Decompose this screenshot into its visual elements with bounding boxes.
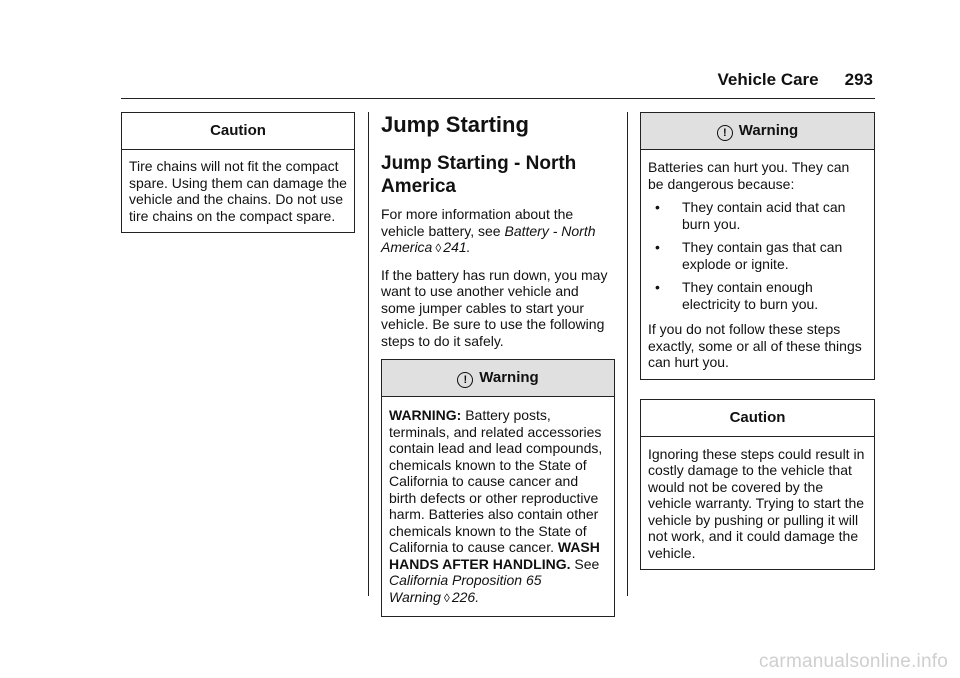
- warning-box-prop65: [381, 359, 615, 617]
- warning-title: Warning: [738, 122, 799, 139]
- list-item: • They contain gas that can explode or ignite.: [655, 239, 867, 272]
- warning-box-batteries: [640, 112, 875, 380]
- caution-text: Tire chains will not fit the compact spare. Using them can damage the vehicle and the chains. Do not use tire chains on the compact spare.: [129, 158, 347, 224]
- warning-icon: !: [457, 372, 473, 388]
- page-ref[interactable]: 241: [443, 239, 467, 255]
- list-item: • They contain acid that can burn you.: [655, 199, 867, 232]
- column-left: [121, 112, 355, 233]
- page-ref[interactable]: 226: [451, 588, 476, 605]
- list-item: • They contain enough electricity to burn you.: [655, 279, 867, 312]
- battery-info-paragraph: For more information about the vehicle battery, see Battery - North America ◊ 241.: [381, 206, 596, 255]
- caution-title: Caution: [641, 400, 874, 437]
- caution-title: Caution: [122, 113, 354, 150]
- warning-title: Warning: [479, 369, 539, 386]
- page-header: [0, 70, 873, 90]
- column-right: [640, 112, 875, 570]
- prop65-link[interactable]: California Proposition 65 Warning: [389, 572, 542, 605]
- page-number: 293: [844, 70, 873, 89]
- caution-text: Ignoring these steps could result in costly damage to the vehicle that would not be covered by the vehicle warranty. Trying to start the vehicle by pushing or pulling it will not work, and it could damage the vehicle.: [648, 445, 865, 561]
- section-title: Vehicle Care: [717, 70, 819, 89]
- warning-outro: If you do not follow these steps exactly, some or all of these things can hurt you.: [648, 321, 862, 370]
- page-ref-icon: ◊: [435, 241, 442, 255]
- column-divider-2: [627, 112, 628, 596]
- section-heading: Jump Starting: [381, 112, 529, 137]
- warning-icon: !: [717, 125, 733, 141]
- watermark: carmanualsonline.info: [758, 651, 948, 672]
- run-down-paragraph: If the battery has run down, you may want to use another vehicle and some jumper cables to start your vehicle. Be sure to use the following steps to do it safely.: [381, 266, 608, 349]
- caution-box-tire-chains: [121, 112, 355, 233]
- prop65-text: WARNING: Battery posts, terminals, and related accessories contain lead and lead compounds, chemicals known to the State of California to cause cancer and birth defects or other reproductive harm. Batteries also contain other chemicals known to the State of California to cause cancer. WASH HANDS AFTER HANDLING. See California Proposition 65 Warning ◊ 226.: [389, 407, 603, 605]
- subsection-heading: Jump Starting - North America: [381, 153, 577, 197]
- warning-header: [382, 360, 614, 397]
- column-middle: [381, 112, 615, 617]
- caution-box-damage: [640, 399, 875, 571]
- hazard-list: [648, 199, 867, 312]
- header-rule: [121, 98, 875, 99]
- warning-intro: Batteries can hurt you. They can be dangerous because:: [648, 159, 850, 192]
- column-divider-1: [368, 112, 369, 596]
- warning-header: [641, 113, 874, 150]
- battery-link[interactable]: Battery - North America: [381, 222, 596, 255]
- page-ref-icon: ◊: [443, 590, 450, 605]
